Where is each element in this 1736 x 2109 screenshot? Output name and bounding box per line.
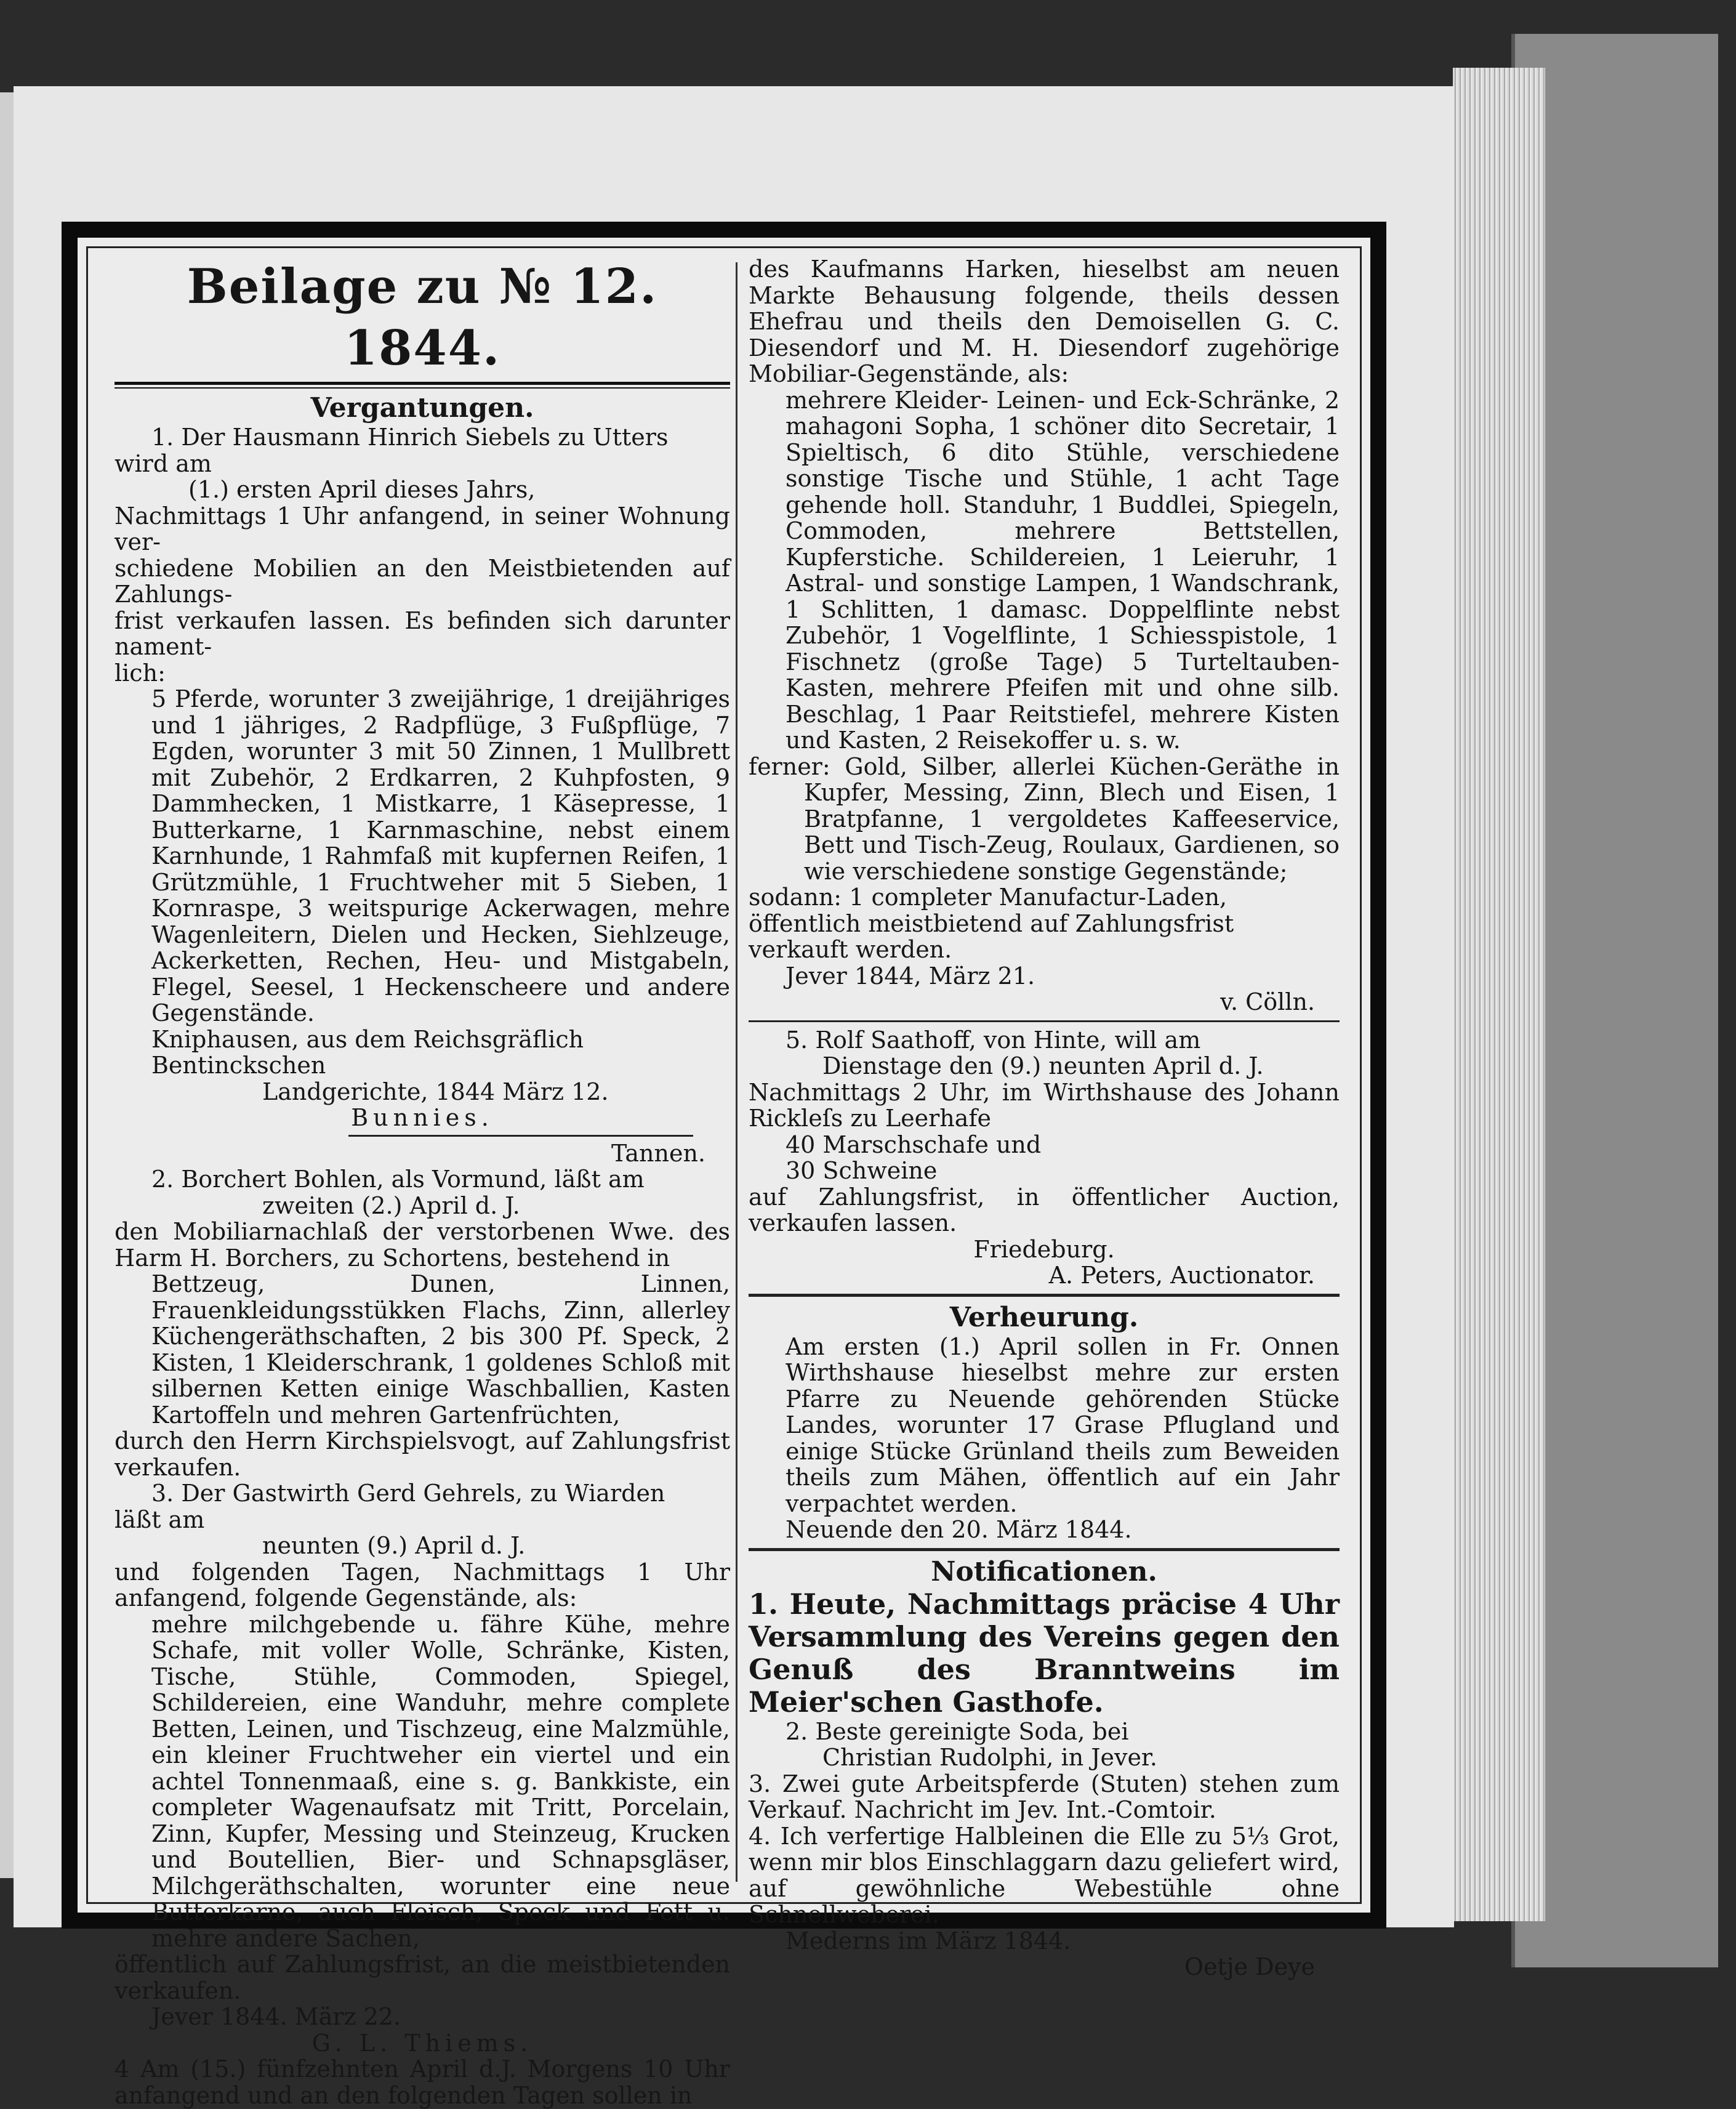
notice-5: 30 Schweine (786, 1157, 938, 1184)
notice-4-ferner: ferner: Gold, Silber, allerlei Küchen-Geräthe in Kupfer, Messing, Zinn, Blech und Eisen, 1 Bratpfanne, 1 vergoldetes Kaffeeservice, Bett und Tisch-Zeug, Roulaux, Gardienen, so wie verschiedene sonstige Gegenstände; (749, 752, 1340, 885)
notice-5: Nachmittags 2 Uhr, im Wirthshause des Johann Rickleſs zu Leerhafe (749, 1078, 1340, 1132)
verheurung-date: Neuende den 20. März 1844. (786, 1516, 1132, 1543)
notification-2: 2. Beste gereinigte Soda, bei (786, 1717, 1129, 1745)
masthead-title: Beilage zu № 12. 1844. (187, 259, 658, 376)
notice-3: läßt am (115, 1506, 205, 1533)
notice-1-line: (1.) ersten April dieses Jahrs, (188, 476, 536, 503)
page-stack-edge (1453, 68, 1545, 1921)
notice-4: 4 Am (15.) fünfzehnten April d.J. Morgens 10 Uhr anfangend und an den folgenden Tagen sollen in (115, 2055, 730, 2109)
notice-3: neunten (9.) April d. J. (262, 1532, 526, 1559)
left-column (115, 256, 730, 2108)
notice-1-line: schiedene Mobilien an den Meistbietenden auf Zahlungs- (115, 554, 730, 608)
notice-2: 2. Borchert Bohlen, als Vormund, läßt am (151, 1166, 645, 1193)
notice-1-signature: Bunnies. (351, 1104, 494, 1131)
notice-5: Dienstage den (9.) neunten April d. J. (822, 1052, 1264, 1079)
notice-1-signature: Kniphausen, aus dem Reichsgräflich Bentinckschen (151, 1025, 584, 1079)
notice-4-signature: v. Cölln. (1220, 988, 1315, 1015)
notice-4-sodann: sodann: 1 completer Manufactur-Laden, (749, 884, 1228, 911)
notification-1: 1. Heute, Nachmittags präcise 4 Uhr Versammlung des Vereins gegen den Genuß des Branntweins im Meier'schen Gasthofe. (749, 1587, 1340, 1719)
page-border-frame (62, 222, 1386, 2109)
notice-2-items: Bettzeug, Dunen, Linnen, Frauenkleidungsstükken Flachs, Zinn, allerley Küchengeräthschaften, 2 bis 300 Pf. Speck, 2 Kisten, 1 Kleiderschrank, 1 goldenes Schloß mit silbernen Ketten einige Waschballien, Kasten Kartoffeln und mehren Gartenfrüchten, (151, 1270, 730, 1429)
right-column (749, 256, 1340, 1980)
newspaper-page (14, 86, 1454, 2109)
notice-5-place: Friedeburg. (973, 1235, 1115, 1263)
notice-1-signature: Landgerichte, 1844 März 12. (262, 1078, 609, 1105)
notice-4-continued: des Kaufmanns Harken, hieselbst am neuen Markte Behausung folgende, theils dessen Ehefrau und theils den Demoisellen G. C. Diesendorf und M. H. Diesendorf zugehörige Mobiliar-Gegenstände, als: (749, 256, 1340, 387)
notice-1-items: 5 Pferde, worunter 3 zweijährige, 1 dreijähriges und 1 jähriges, 2 Radpflüge, 3 Fußpflüge, 7 Egden, worunter 3 mit 50 Zinnen, 1 Mullbrett mit Zubehör, 2 Erdkarren, 2 Kuhpfosten, 9 Dammhecken, 1 Mistkarre, 1 Käsepresse, 1 Butterkarne, 1 Karnmaschine, nebst einem Karnhunde, 1 Rahmfaß mit kupfernen Reifen, 1 Grützmühle, 1 Fruchtweher mit 5 Sieben, 1 Kornraspe, 3 weitspurige Ackerwagen, mehre Wagenleitern, Dielen und Hecken, Siehlzeuge, Ackerketten, Rechen, Heu- und Mistgabeln, Flegel, Seesel, 1 Heckenscheere und andere Gegenstände. (151, 685, 730, 1026)
notification-2: Christian Rudolphi, in Jever. (822, 1744, 1158, 1771)
notice-2: zweiten (2.) April d. J. (262, 1192, 520, 1219)
notice-3-items: mehre milchgebende u. fähre Kühe, mehre Schafe, mit voller Wolle, Schränke, Kisten, Tische, Stühle, Commoden, Spiegel, Schildereien, eine Wanduhr, mehre complete Betten, Leinen, und Tischzeug, eine Malzmühle, ein kleiner Fruchtweher ein viertel und ein achtel Tonnenmaaß, eine s. g. Bankkiste, ein completer Wagenaufsatz mit Tritt, Porcelain, Zinn, Kupfer, Messing und Steinzeug, Krucken und Boutellien, Bier- und Schnapsgläser, Milchgeräthschalten, worunter eine neue Butterkarne, auch Fleisch, Speck und Fett u. mehre andere Sachen, (151, 1610, 730, 1952)
notice-3: 3. Der Gastwirth Gerd Gehrels, zu Wiarden (151, 1480, 665, 1507)
notice-1-line: 1. Der Hausmann Hinrich Siebels zu Utters (151, 424, 669, 451)
notice-5: auf Zahlungsfrist, in öffentlicher Auction, verkaufen lassen. (749, 1183, 1340, 1236)
verheurung-text: Am ersten (1.) April sollen in Fr. Onnen Wirthshause hieselbst mehre zur ersten Pfarre zu Neuende gehörenden Stücke Landes, worunter 17 Grase Pflugland und einige Stücke Grünland theils zum Beweiden theils zum Mähen, öffentlich auf ein Jahr verpachtet werden. (786, 1333, 1340, 1517)
notification-4-signature: Oetje Deye (1184, 1953, 1315, 1980)
notice-4-offentlich: öffentlich meistbietend auf Zahlungsfrist verkauft werden. (749, 909, 1234, 963)
notice-1-line: Nachmittags 1 Uhr anfangend, in seiner Wohnung ver- (115, 502, 730, 555)
notice-1-line: frist verkaufen lassen. Es befinden sich darunter nament- (115, 607, 730, 660)
notice-1-signature: Tannen. (611, 1139, 705, 1167)
masthead-rule (115, 382, 730, 389)
notice-4-items: mehrere Kleider- Leinen- und Eck-Schränke, 2 mahagoni Sopha, 1 schöner dito Secretair, 1 Spieltisch, 6 dito Stühle, verschiedene sonstige Tische und Stühle, 1 acht Tage gehende holl. Standuhr, 1 Buddlei, Spiegeln, Commoden, mehrere Bettstellen, Kupferstiche. Schildereien, 1 Leieruhr, 1 Astral- und sonstige Lampen, 1 Wandschrank, 1 Schlitten, 1 damasc. Doppelflinte nebst Zubehör, 1 Vogelflinte, 1 Schiesspistole, 1 Fischnetz (große Tage) 5 Turteltauben-Kasten, mehrere Pfeifen mit und ohne silb. Beschlag, 1 Paar Reitstiefel, mehrere Kisten und Kasten, 2 Reisekoffer u. s. w. (786, 386, 1340, 754)
notice-5-signature: A. Peters, Auctionator. (1048, 1262, 1315, 1289)
notice-2: durch den Herrn Kirchspielsvogt, auf Zahlungsfrist verkaufen. (115, 1427, 730, 1481)
column-divider (736, 262, 737, 1882)
notice-3: und folgenden Tagen, Nachmittags 1 Uhr anfangend, folgende Gegenstände, als: (115, 1558, 730, 1611)
notification-3: 3. Zwei gute Arbeitspferde (Stuten) stehen zum Verkauf. Nachricht im Jev. Int.-Comtoir. (749, 1770, 1340, 1823)
notice-3: öffentlich auf Zahlungsfrist, an die meistbietenden verkaufen. (115, 1951, 730, 2004)
notice-5: 5. Rolf Saathoff, von Hinte, will am (786, 1026, 1201, 1054)
notice-3-signature: G. L. Thiems. (311, 2029, 533, 2057)
notice-2: den Mobiliarnachlaß der verstorbenen Wwe. des Harm H. Borchers, zu Schortens, bestehend in (115, 1218, 730, 1272)
heading-verheurung: Verheurung. (949, 1301, 1139, 1333)
notification-4: 4. Ich verfertige Halbleinen die Elle zu 5⅓ Grot, wenn mir blos Einschlaggarn dazu geliefert wird, auf gewöhnliche Webestühle ohne Schnellweberei. (749, 1822, 1340, 1928)
notice-3-date: Jever 1844. März 22. (151, 2003, 401, 2030)
notice-1-line: wird am (115, 450, 212, 477)
notice-5: 40 Marschschafe und (786, 1131, 1042, 1158)
heading-vergantungen: Vergantungen. (310, 392, 534, 424)
notification-4-date: Mederns im März 1844. (786, 1927, 1071, 1954)
notice-4-date: Jever 1844, März 21. (786, 962, 1035, 990)
heading-notificationen: Notificationen. (931, 1555, 1157, 1587)
notice-1-line: lich: (115, 659, 166, 687)
